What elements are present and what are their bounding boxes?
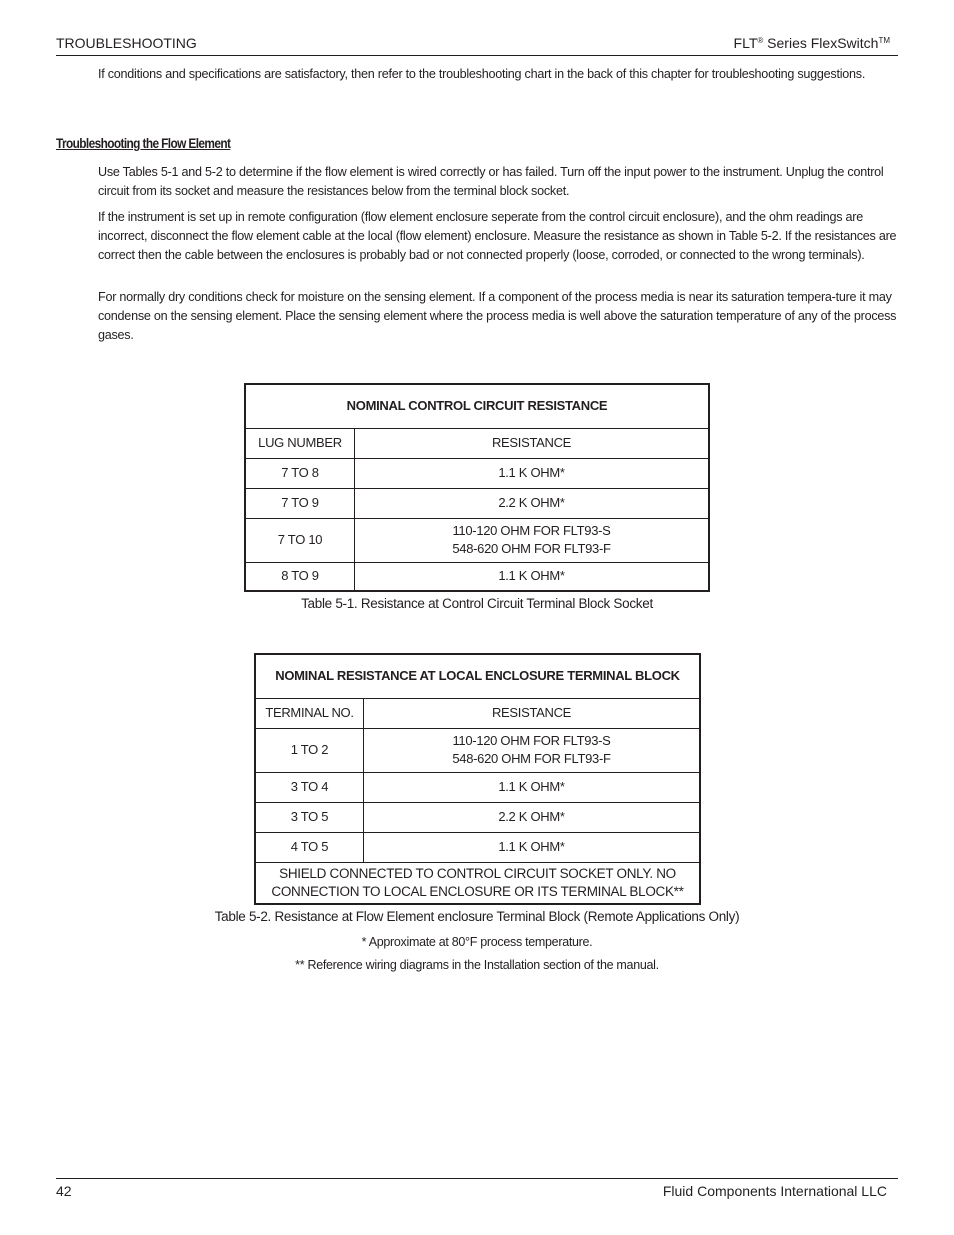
column-header-resistance: RESISTANCE — [364, 698, 701, 728]
table-title: NOMINAL CONTROL CIRCUIT RESISTANCE — [245, 384, 709, 428]
terminal-cell: 3 TO 4 — [255, 772, 364, 802]
trademark-mark: TM — [878, 36, 890, 45]
lug-cell: 7 TO 9 — [245, 488, 355, 518]
shield-note-line: SHIELD CONNECTED TO CONTROL CIRCUIT SOCKET ONLY. NO — [279, 865, 676, 881]
registered-mark: ® — [757, 36, 764, 45]
resistance-cell: 2.2 K OHM* — [364, 802, 701, 832]
table-row — [255, 832, 700, 862]
column-header-resistance: RESISTANCE — [355, 428, 710, 458]
resistance-cell: 1.1 K OHM* — [364, 772, 701, 802]
table-row — [245, 562, 709, 591]
footer-company: Fluid Components International LLC — [662, 1183, 887, 1199]
column-header-lug: LUG NUMBER — [245, 428, 355, 458]
page-number: 42 — [56, 1183, 72, 1199]
table-row — [245, 488, 709, 518]
resistance-cell — [355, 518, 710, 562]
table-row — [245, 518, 709, 562]
resistance-line: 548-620 OHM FOR FLT93-F — [452, 751, 611, 766]
resistance-cell: 1.1 K OHM* — [355, 562, 710, 591]
table-row — [255, 772, 700, 802]
running-header-product — [734, 35, 890, 51]
table2-caption: Table 5-2. Resistance at Flow Element enclosure Terminal Block (Remote Applications Only) — [214, 909, 740, 924]
footnote-wiring: ** Reference wiring diagrams in the Installation section of the manual. — [295, 958, 659, 972]
resistance-cell: 1.1 K OHM* — [355, 458, 710, 488]
header-rule — [56, 55, 898, 56]
table-row — [245, 458, 709, 488]
resistance-line: 110-120 OHM FOR FLT93-S — [452, 733, 611, 748]
terminal-cell: 3 TO 5 — [255, 802, 364, 832]
control-circuit-resistance-table — [244, 383, 710, 592]
paragraph-text: If the instrument is set up in remote configuration (flow element enclosure seperate from the control circuit enclosure), and the ohm readings are incorrect, disconnect the flow element cable at the local (flow element) enclosure. Measure the resistance as shown in Table 5-2. If the resistances are correct then the cable between the enclosures is probably bad or not connected properly (loose, corroded, or connected to the wrong terminals). — [98, 210, 897, 262]
product-name: Series FlexSwitch — [763, 35, 879, 51]
lug-cell: 7 TO 10 — [245, 518, 355, 562]
paragraph-1 — [98, 163, 898, 201]
product-prefix: FLT — [733, 35, 758, 51]
shield-note-cell — [255, 862, 700, 904]
table1-caption: Table 5-1. Resistance at Control Circuit Terminal Block Socket — [301, 596, 653, 611]
column-header-terminal: TERMINAL NO. — [255, 698, 364, 728]
footnote-temperature: * Approximate at 80°F process temperature. — [361, 935, 593, 949]
table-title: NOMINAL RESISTANCE AT LOCAL ENCLOSURE TERMINAL BLOCK — [255, 654, 700, 698]
resistance-cell: 2.2 K OHM* — [355, 488, 710, 518]
resistance-line: 548-620 OHM FOR FLT93-F — [452, 541, 611, 556]
running-header-section: TROUBLESHOOTING — [56, 35, 197, 51]
intro-text: If conditions and specifications are satisfactory, then refer to the troubleshooting chart in the back of this chapter for troubleshooting suggestions. — [98, 67, 866, 81]
paragraph-3 — [98, 288, 898, 345]
resistance-line: 110-120 OHM FOR FLT93-S — [452, 523, 611, 538]
table-row — [255, 802, 700, 832]
paragraph-text: Use Tables 5-1 and 5-2 to determine if the flow element is wired correctly or has failed. Turn off the input power to the instrument. Unplug the control circuit from its socket and measure the resistances below from the terminal block socket. — [98, 165, 884, 198]
lug-cell: 8 TO 9 — [245, 562, 355, 591]
footer-rule — [56, 1178, 898, 1179]
resistance-cell — [364, 728, 701, 772]
section-heading: Troubleshooting the Flow Element — [56, 136, 231, 151]
paragraph-2 — [98, 208, 898, 265]
lug-cell: 7 TO 8 — [245, 458, 355, 488]
terminal-cell: 4 TO 5 — [255, 832, 364, 862]
resistance-cell: 1.1 K OHM* — [364, 832, 701, 862]
table-row — [255, 728, 700, 772]
shield-note-line: CONNECTION TO LOCAL ENCLOSURE OR ITS TERMINAL BLOCK** — [271, 883, 684, 899]
paragraph-text: For normally dry conditions check for moisture on the sensing element. If a component of the process media is near its saturation tempera-ture it may condense on the sensing element. Place the sensing element where the process media is well above the saturation temperature of any of the process gases. — [98, 290, 897, 342]
shield-note-row — [255, 862, 700, 904]
terminal-cell: 1 TO 2 — [255, 728, 364, 772]
local-enclosure-resistance-table — [254, 653, 701, 905]
intro-paragraph — [98, 65, 898, 84]
